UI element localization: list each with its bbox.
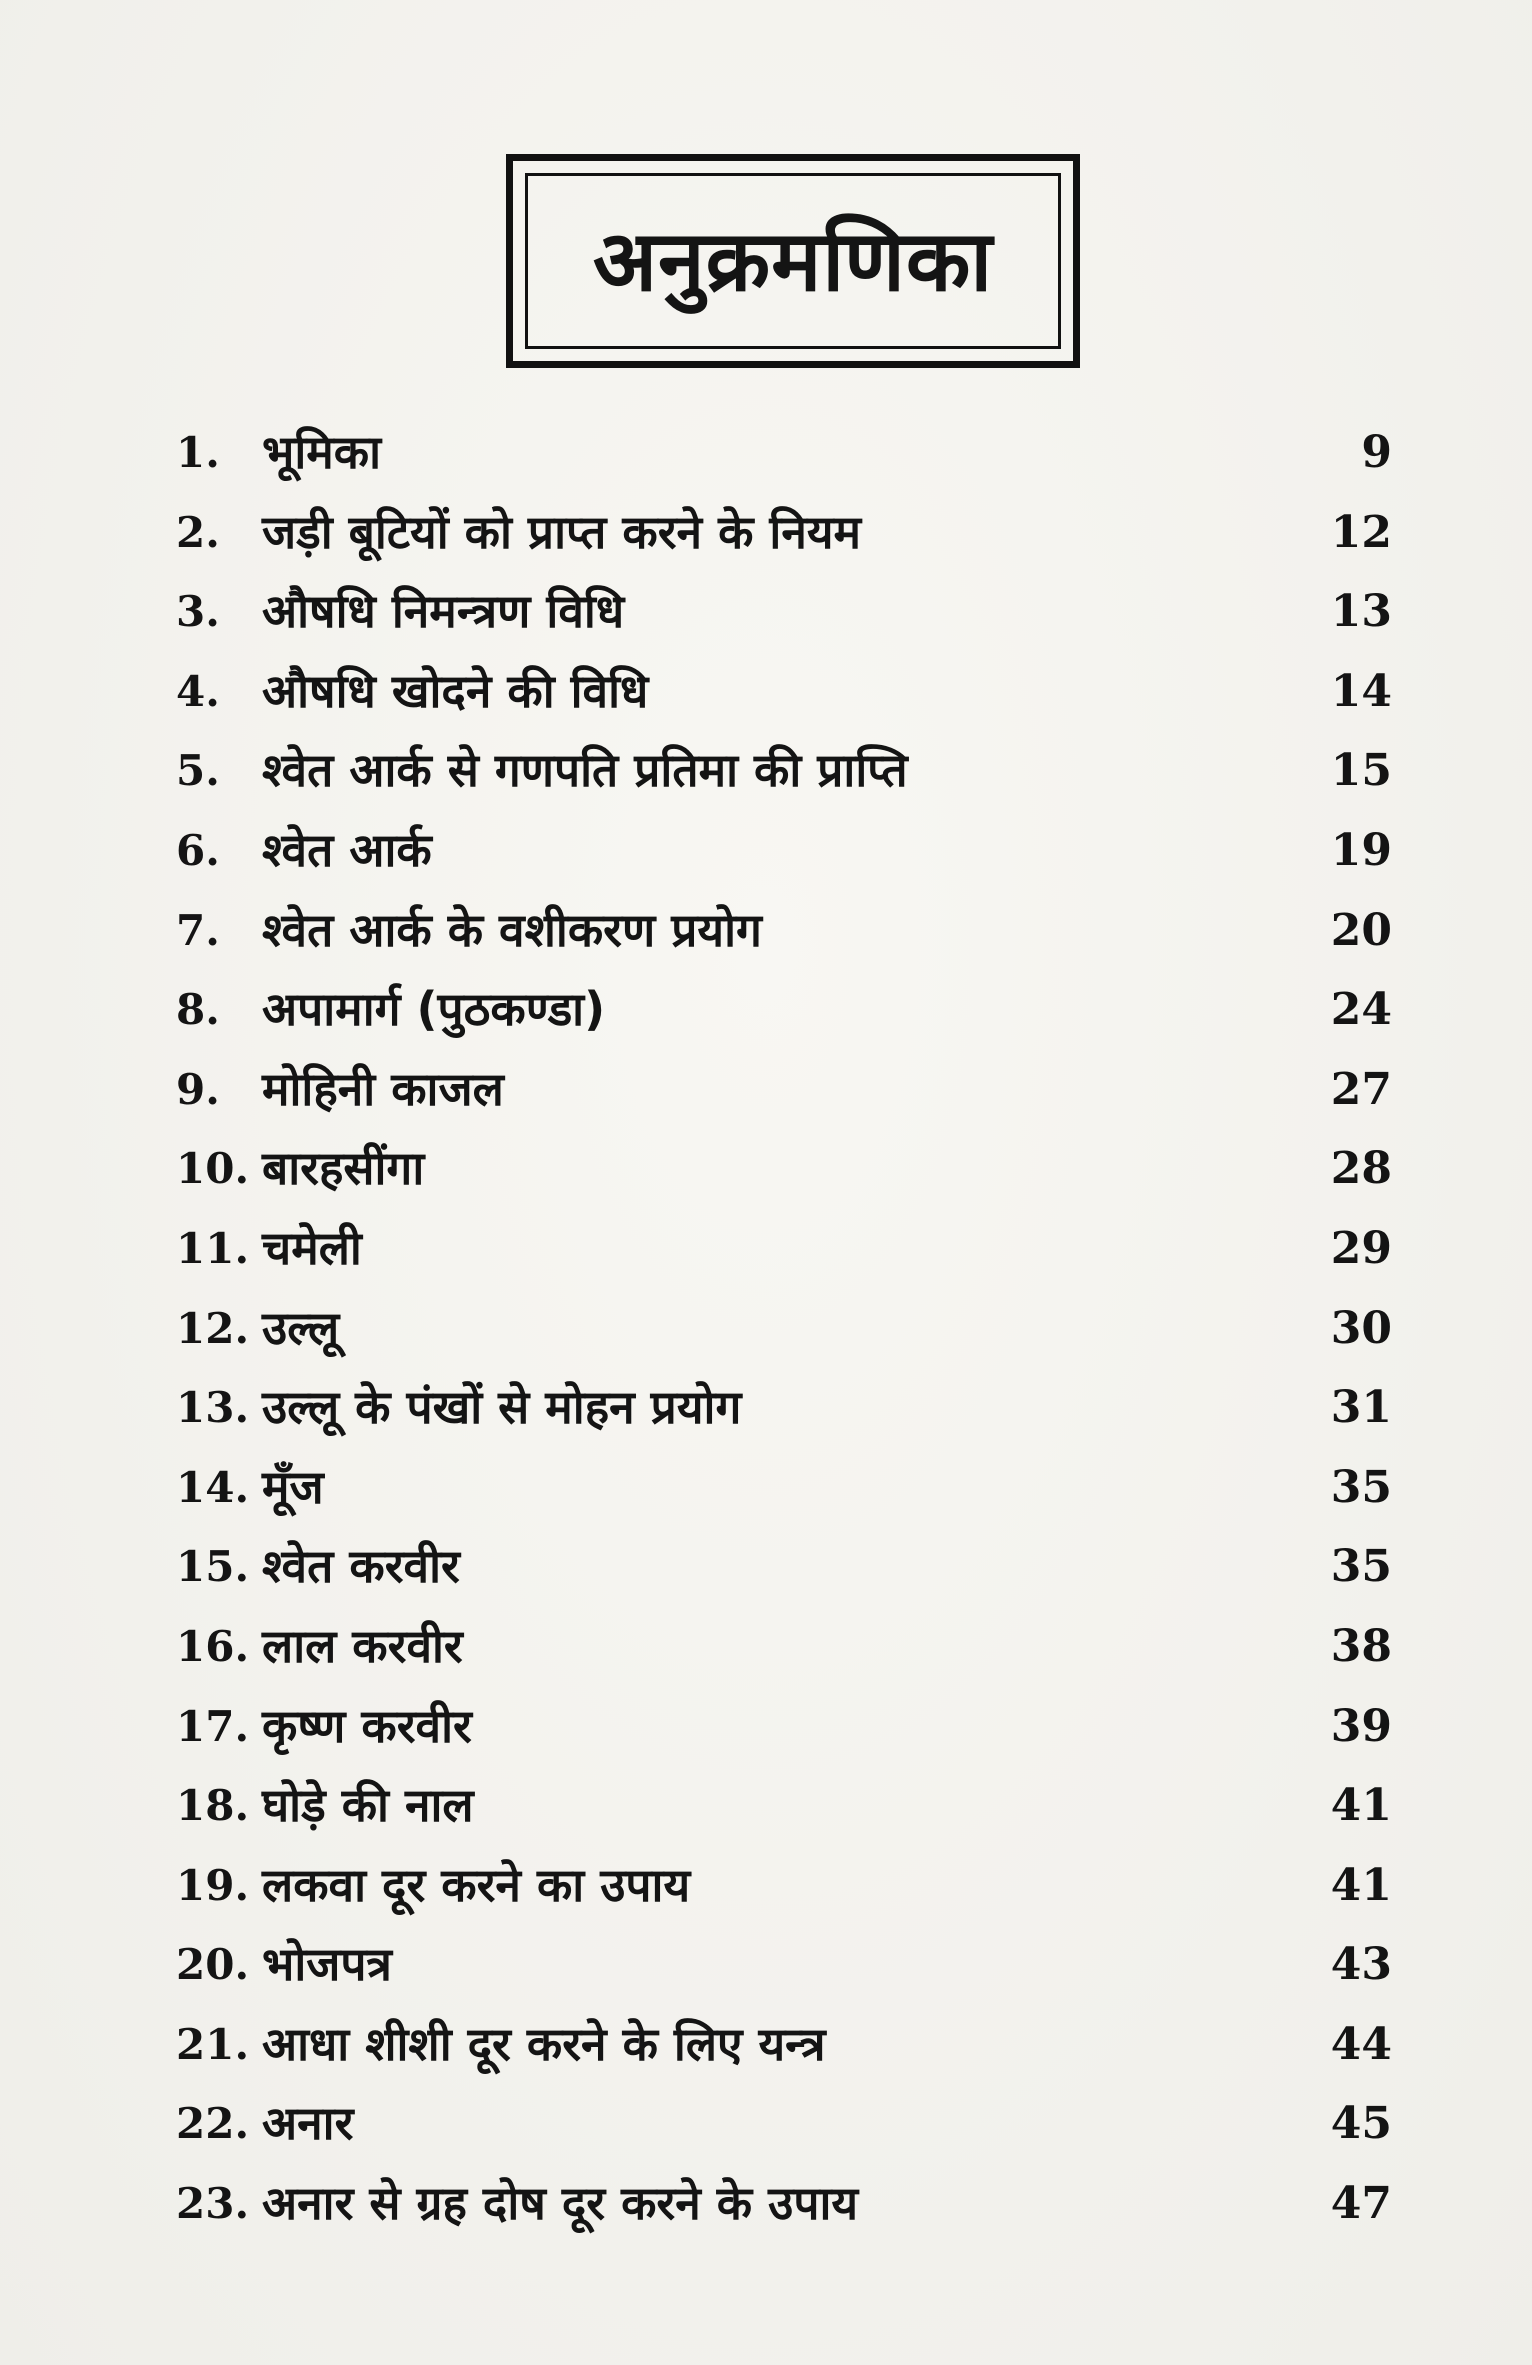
toc-entry-page-number: 35 (1330, 1541, 1392, 1593)
toc-entry (176, 1846, 1392, 1926)
toc-entry-number: 1. (176, 428, 220, 477)
toc-entry (176, 1607, 1392, 1687)
toc-entry-page-number: 29 (1330, 1222, 1392, 1274)
toc-entry-number: 20. (176, 1940, 250, 1990)
toc-entry (176, 1289, 1392, 1369)
toc-entry-page-number: 45 (1330, 2098, 1392, 2150)
toc-entry-number: 15. (176, 1542, 250, 1592)
toc-entry-title: मूँज (262, 1459, 324, 1514)
toc-entry (176, 731, 1392, 811)
toc-entry-page-number: 24 (1330, 984, 1392, 1036)
toc-entry (176, 493, 1392, 573)
toc-entry-page-number: 35 (1330, 1461, 1392, 1513)
toc-entry (176, 1527, 1392, 1607)
toc-entry-title: बारहसींगा (262, 1141, 425, 1196)
toc-entry (176, 2164, 1392, 2244)
toc-entry-title: उल्लू के पंखों से मोहन प्रयोग (262, 1380, 742, 1435)
toc-entry (176, 970, 1392, 1050)
toc-entry-number: 19. (176, 1860, 250, 1910)
toc-entry-page-number: 28 (1330, 1143, 1392, 1195)
page-title: अनुक्रमणिका (592, 212, 994, 310)
toc-entry-page-number: 15 (1330, 745, 1392, 797)
toc-entry (176, 1766, 1392, 1846)
toc-entry (176, 572, 1392, 652)
toc-entry-title: लाल करवीर (262, 1618, 463, 1673)
toc-entry-title: कृष्ण करवीर (262, 1698, 472, 1753)
toc-entry-page-number: 41 (1330, 1780, 1392, 1832)
toc-entry-number: 9. (176, 1064, 220, 1114)
toc-entry (176, 891, 1392, 971)
toc-entry-number: 18. (176, 1781, 250, 1831)
toc-entry-page-number: 38 (1330, 1620, 1392, 1672)
toc-entry (176, 1129, 1392, 1209)
toc-entry-title: श्वेत आर्क से गणपति प्रतिमा की प्राप्ति (262, 743, 908, 798)
toc-entry-title: श्वेत आर्क के वशीकरण प्रयोग (262, 902, 762, 957)
toc-entry-page-number: 30 (1330, 1302, 1392, 1354)
toc-entry (176, 811, 1392, 891)
toc-entry (176, 1925, 1392, 2005)
toc-entry (176, 413, 1392, 493)
title-frame-inner (525, 173, 1061, 349)
toc-entry-number: 11. (176, 1223, 250, 1273)
toc-entry-title: श्वेत करवीर (262, 1539, 460, 1594)
toc-entry-title: औषधि खोदने की विधि (262, 663, 649, 718)
toc-entry-title: औषधि निमन्त्रण विधि (262, 584, 625, 639)
toc-entry-title: श्वेत आर्क (262, 822, 432, 877)
toc-entry (176, 2005, 1392, 2085)
toc-entry-title: अपामार्ग (पुठकण्डा) (262, 982, 606, 1037)
toc-entry-page-number: 43 (1330, 1939, 1392, 1991)
toc-entry-number: 3. (176, 587, 220, 637)
title-frame (506, 154, 1080, 368)
toc-entry-number: 5. (176, 746, 220, 796)
toc-entry-page-number: 19 (1330, 824, 1392, 876)
toc-entry-number: 14. (176, 1462, 250, 1512)
toc-entry-number: 12. (176, 1303, 250, 1353)
toc-entry-number: 22. (176, 2099, 250, 2149)
toc-entry-page-number: 13 (1330, 586, 1392, 638)
toc-entry (176, 652, 1392, 732)
toc-entry-number: 13. (176, 1383, 250, 1433)
toc-entry (176, 1448, 1392, 1528)
toc-entry (176, 1368, 1392, 1448)
toc-entry-title: भूमिका (262, 425, 382, 479)
toc-entry-number: 8. (176, 985, 220, 1035)
toc-entry-number: 10. (176, 1144, 250, 1194)
toc-entry-page-number: 14 (1330, 665, 1392, 717)
toc-entry-number: 21. (176, 2019, 250, 2069)
toc-entry-page-number: 41 (1330, 1859, 1392, 1911)
toc-entry-title: अनार से ग्रह दोष दूर करने के उपाय (262, 2176, 859, 2231)
toc-entry (176, 1050, 1392, 1130)
toc-entry-page-number: 12 (1330, 506, 1392, 558)
toc-entry-number: 16. (176, 1621, 250, 1671)
toc-entry-number: 4. (176, 666, 220, 716)
toc-entry-page-number: 44 (1330, 2018, 1392, 2070)
toc-entry-number: 6. (176, 825, 220, 875)
toc-entry-number: 17. (176, 1701, 250, 1751)
toc-entry-page-number: 31 (1330, 1382, 1392, 1434)
toc-entry-page-number: 9 (1361, 427, 1392, 478)
toc-entry-number: 23. (176, 2179, 250, 2229)
toc-entry-title: चमेली (262, 1220, 362, 1275)
toc-entry-title: मोहिनी काजल (262, 1061, 504, 1116)
toc-entry-number: 2. (176, 507, 220, 557)
toc-entry-title: उल्लू (262, 1300, 340, 1355)
toc-entry (176, 1209, 1392, 1289)
toc-entry-title: आधा शीशी दूर करने के लिए यन्त्र (262, 2016, 826, 2071)
toc-entry-page-number: 27 (1330, 1063, 1392, 1115)
toc-entry-page-number: 47 (1330, 2178, 1392, 2230)
table-of-contents (176, 413, 1392, 2244)
toc-entry-title: जड़ी बूटियों को प्राप्त करने के नियम (262, 504, 862, 559)
toc-entry-title: घोड़े की नाल (262, 1778, 474, 1833)
toc-entry-page-number: 39 (1330, 1700, 1392, 1752)
toc-entry-page-number: 20 (1330, 904, 1392, 956)
toc-entry (176, 1687, 1392, 1767)
toc-entry-title: भोजपत्र (262, 1937, 392, 1992)
toc-entry-title: अनार (262, 2096, 354, 2151)
toc-entry-title: लकवा दूर करने का उपाय (262, 1857, 691, 1912)
toc-entry (176, 2084, 1392, 2164)
toc-entry-number: 7. (176, 905, 220, 955)
